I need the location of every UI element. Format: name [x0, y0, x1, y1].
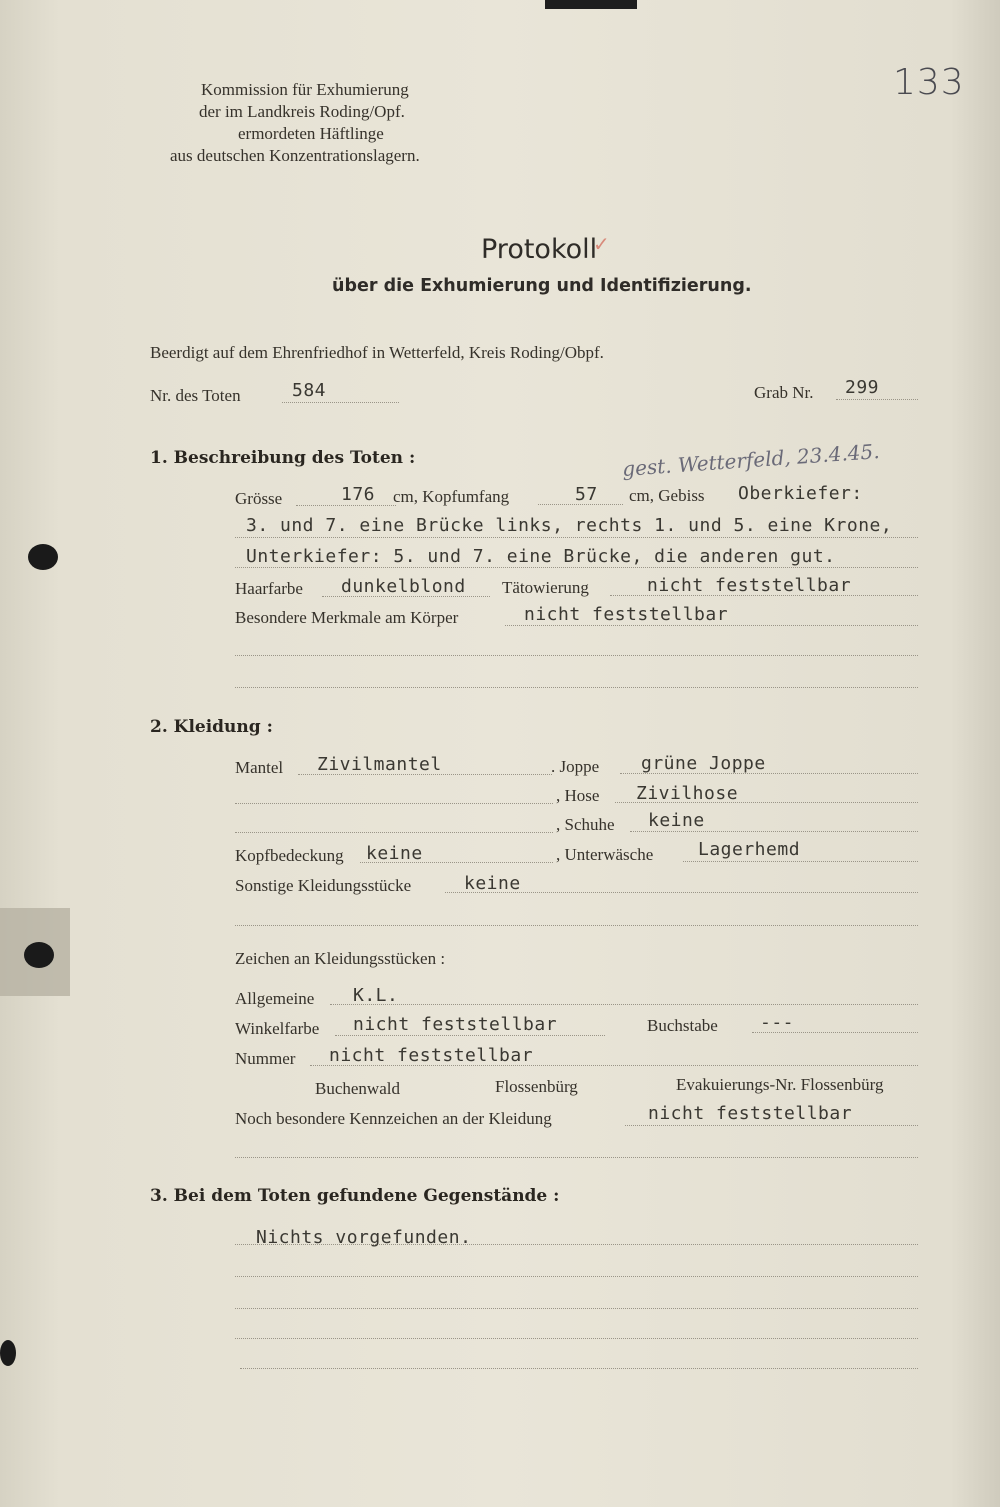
underwear-label: , Unterwäsche [556, 845, 654, 864]
body-marks-label: Besondere Merkmale am Körper [235, 608, 459, 627]
clothing-marks-heading: Zeichen an Kleidungsstücken : [235, 949, 446, 968]
underwear-value: Lagerhemd [698, 839, 801, 860]
coat-label: Mantel [235, 758, 284, 777]
commission-line-3: ermordeten Häftlinge [238, 124, 384, 143]
section-1-heading: 1. Beschreibung des Toten : [150, 448, 416, 468]
red-check-mark: ✓ [593, 232, 610, 256]
cm-teeth-label: cm, Gebiss [629, 486, 705, 505]
letter-label: Buchstabe [647, 1016, 718, 1035]
burial-place: Beerdigt auf dem Ehrenfriedhof in Wetterfeld, Kreis Roding/Obpf. [150, 343, 604, 362]
height-value: 176 [341, 484, 376, 505]
headwear-label: Kopfbedeckung [235, 846, 344, 865]
number-label: Nummer [235, 1049, 296, 1068]
teeth-line-2: 3. und 7. eine Brücke links, rechts 1. und 5. eine Krone, [246, 515, 893, 536]
trousers-value: Zivilhose [636, 783, 739, 804]
hair-color-label: Haarfarbe [235, 579, 303, 598]
evacuation-number-label: Evakuierungs-Nr. Flossenbürg [676, 1075, 884, 1094]
special-marks-value: nicht feststellbar [648, 1103, 853, 1124]
headwear-value: keine [366, 843, 423, 864]
camp-buchenwald: Buchenwald [315, 1079, 400, 1098]
other-clothing-label: Sonstige Kleidungsstücke [235, 876, 412, 895]
camp-flossenbuerg: Flossenbürg [495, 1077, 578, 1096]
found-items-value: Nichts vorgefunden. [256, 1227, 472, 1248]
hair-color-value: dunkelblond [341, 576, 466, 597]
punch-hole-top [28, 544, 58, 570]
punch-hole-middle [24, 942, 54, 968]
general-marks-label: Allgemeine [235, 989, 315, 1008]
cm-head-label: cm, Kopfumfang [393, 487, 510, 506]
page-subtitle: über die Exhumierung und Identifizierung. [332, 276, 752, 296]
dead-number-value: 584 [292, 380, 327, 401]
section-2-heading: 2. Kleidung : [150, 717, 273, 737]
commission-line-4: aus deutschen Konzentrationslagern. [170, 146, 420, 165]
commission-line-2: der im Landkreis Roding/Opf. [199, 102, 405, 121]
general-marks-value: K.L. [353, 985, 399, 1006]
tattoo-value: nicht feststellbar [647, 575, 852, 596]
grave-number-value: 299 [845, 377, 880, 398]
coat-value: Zivilmantel [317, 754, 442, 775]
scan-edge-mark [545, 0, 637, 9]
shoes-value: keine [648, 810, 705, 831]
trousers-label: , Hose [556, 786, 600, 805]
section-3-heading: 3. Bei dem Toten gefundene Gegenstände : [150, 1186, 560, 1206]
commission-line-1: Kommission für Exhumierung [201, 80, 409, 99]
other-clothing-value: keine [464, 873, 521, 894]
triangle-color-value: nicht feststellbar [353, 1014, 558, 1035]
punch-hole-bottom [0, 1340, 16, 1366]
dead-number-label: Nr. des Toten [150, 386, 241, 405]
jacket-value: grüne Joppe [641, 753, 766, 774]
tattoo-label: Tätowierung [502, 578, 589, 597]
teeth-line-3: Unterkiefer: 5. und 7. eine Brücke, die anderen gut. [246, 546, 836, 567]
triangle-color-label: Winkelfarbe [235, 1019, 320, 1038]
number-value: nicht feststellbar [329, 1045, 534, 1066]
teeth-line-1: Oberkiefer: [738, 483, 863, 504]
body-marks-value: nicht feststellbar [524, 604, 729, 625]
shoes-label: , Schuhe [556, 815, 615, 834]
handwritten-death-note: gest. Wetterfeld, 23.4.45. [621, 439, 881, 481]
page-number: 133 [893, 62, 965, 103]
jacket-label: . Joppe [551, 757, 600, 776]
special-marks-label: Noch besondere Kennzeichen an der Kleidung [235, 1109, 552, 1128]
height-label: Grösse [235, 489, 283, 508]
head-value: 57 [575, 484, 598, 505]
grave-number-label: Grab Nr. [754, 383, 814, 402]
page-title: Protokoll [481, 234, 598, 265]
letter-value: --- [760, 1012, 795, 1033]
